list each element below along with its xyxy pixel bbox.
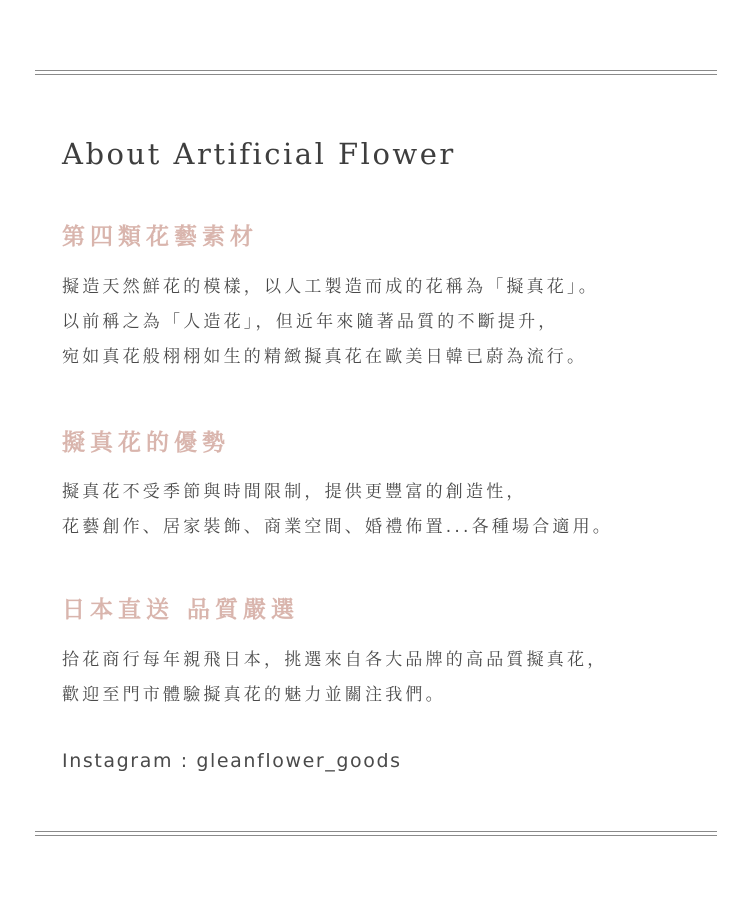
body-line: 宛如真花般栩栩如生的精緻擬真花在歐美日韓已蔚為流行。 <box>62 347 588 367</box>
bottom-divider <box>35 831 717 836</box>
body-line: 以前稱之為「人造花」，但近年來隨著品質的不斷提升， <box>62 312 559 332</box>
body-line: 擬造天然鮮花的模樣，以人工製造而成的花稱為「擬真花」。 <box>62 277 599 297</box>
top-divider <box>35 70 717 75</box>
section-body-japan-direct <box>62 643 607 713</box>
section-heading-japan-direct: 日本直送 品質嚴選 <box>62 597 300 623</box>
section-body-advantages <box>62 475 613 545</box>
page-title: About Artificial Flower <box>62 137 456 171</box>
body-line: 擬真花不受季節與時間限制，提供更豐富的創造性， <box>62 482 527 502</box>
body-line: 拾花商行每年親飛日本，挑選來自各大品牌的高品質擬真花， <box>62 650 608 670</box>
section-body-artificial-flower <box>62 270 599 375</box>
section-heading-advantages: 擬真花的優勢 <box>62 430 230 456</box>
body-line: 花藝創作、居家裝飾、商業空間、婚禮佈置...各種場合適用。 <box>62 517 614 537</box>
section-heading-artificial-flower: 第四類花藝素材 <box>62 224 258 250</box>
body-line: 歡迎至門市體驗擬真花的魅力並關注我們。 <box>62 685 446 705</box>
instagram-handle: Instagram : gleanflower_goods <box>62 750 402 772</box>
